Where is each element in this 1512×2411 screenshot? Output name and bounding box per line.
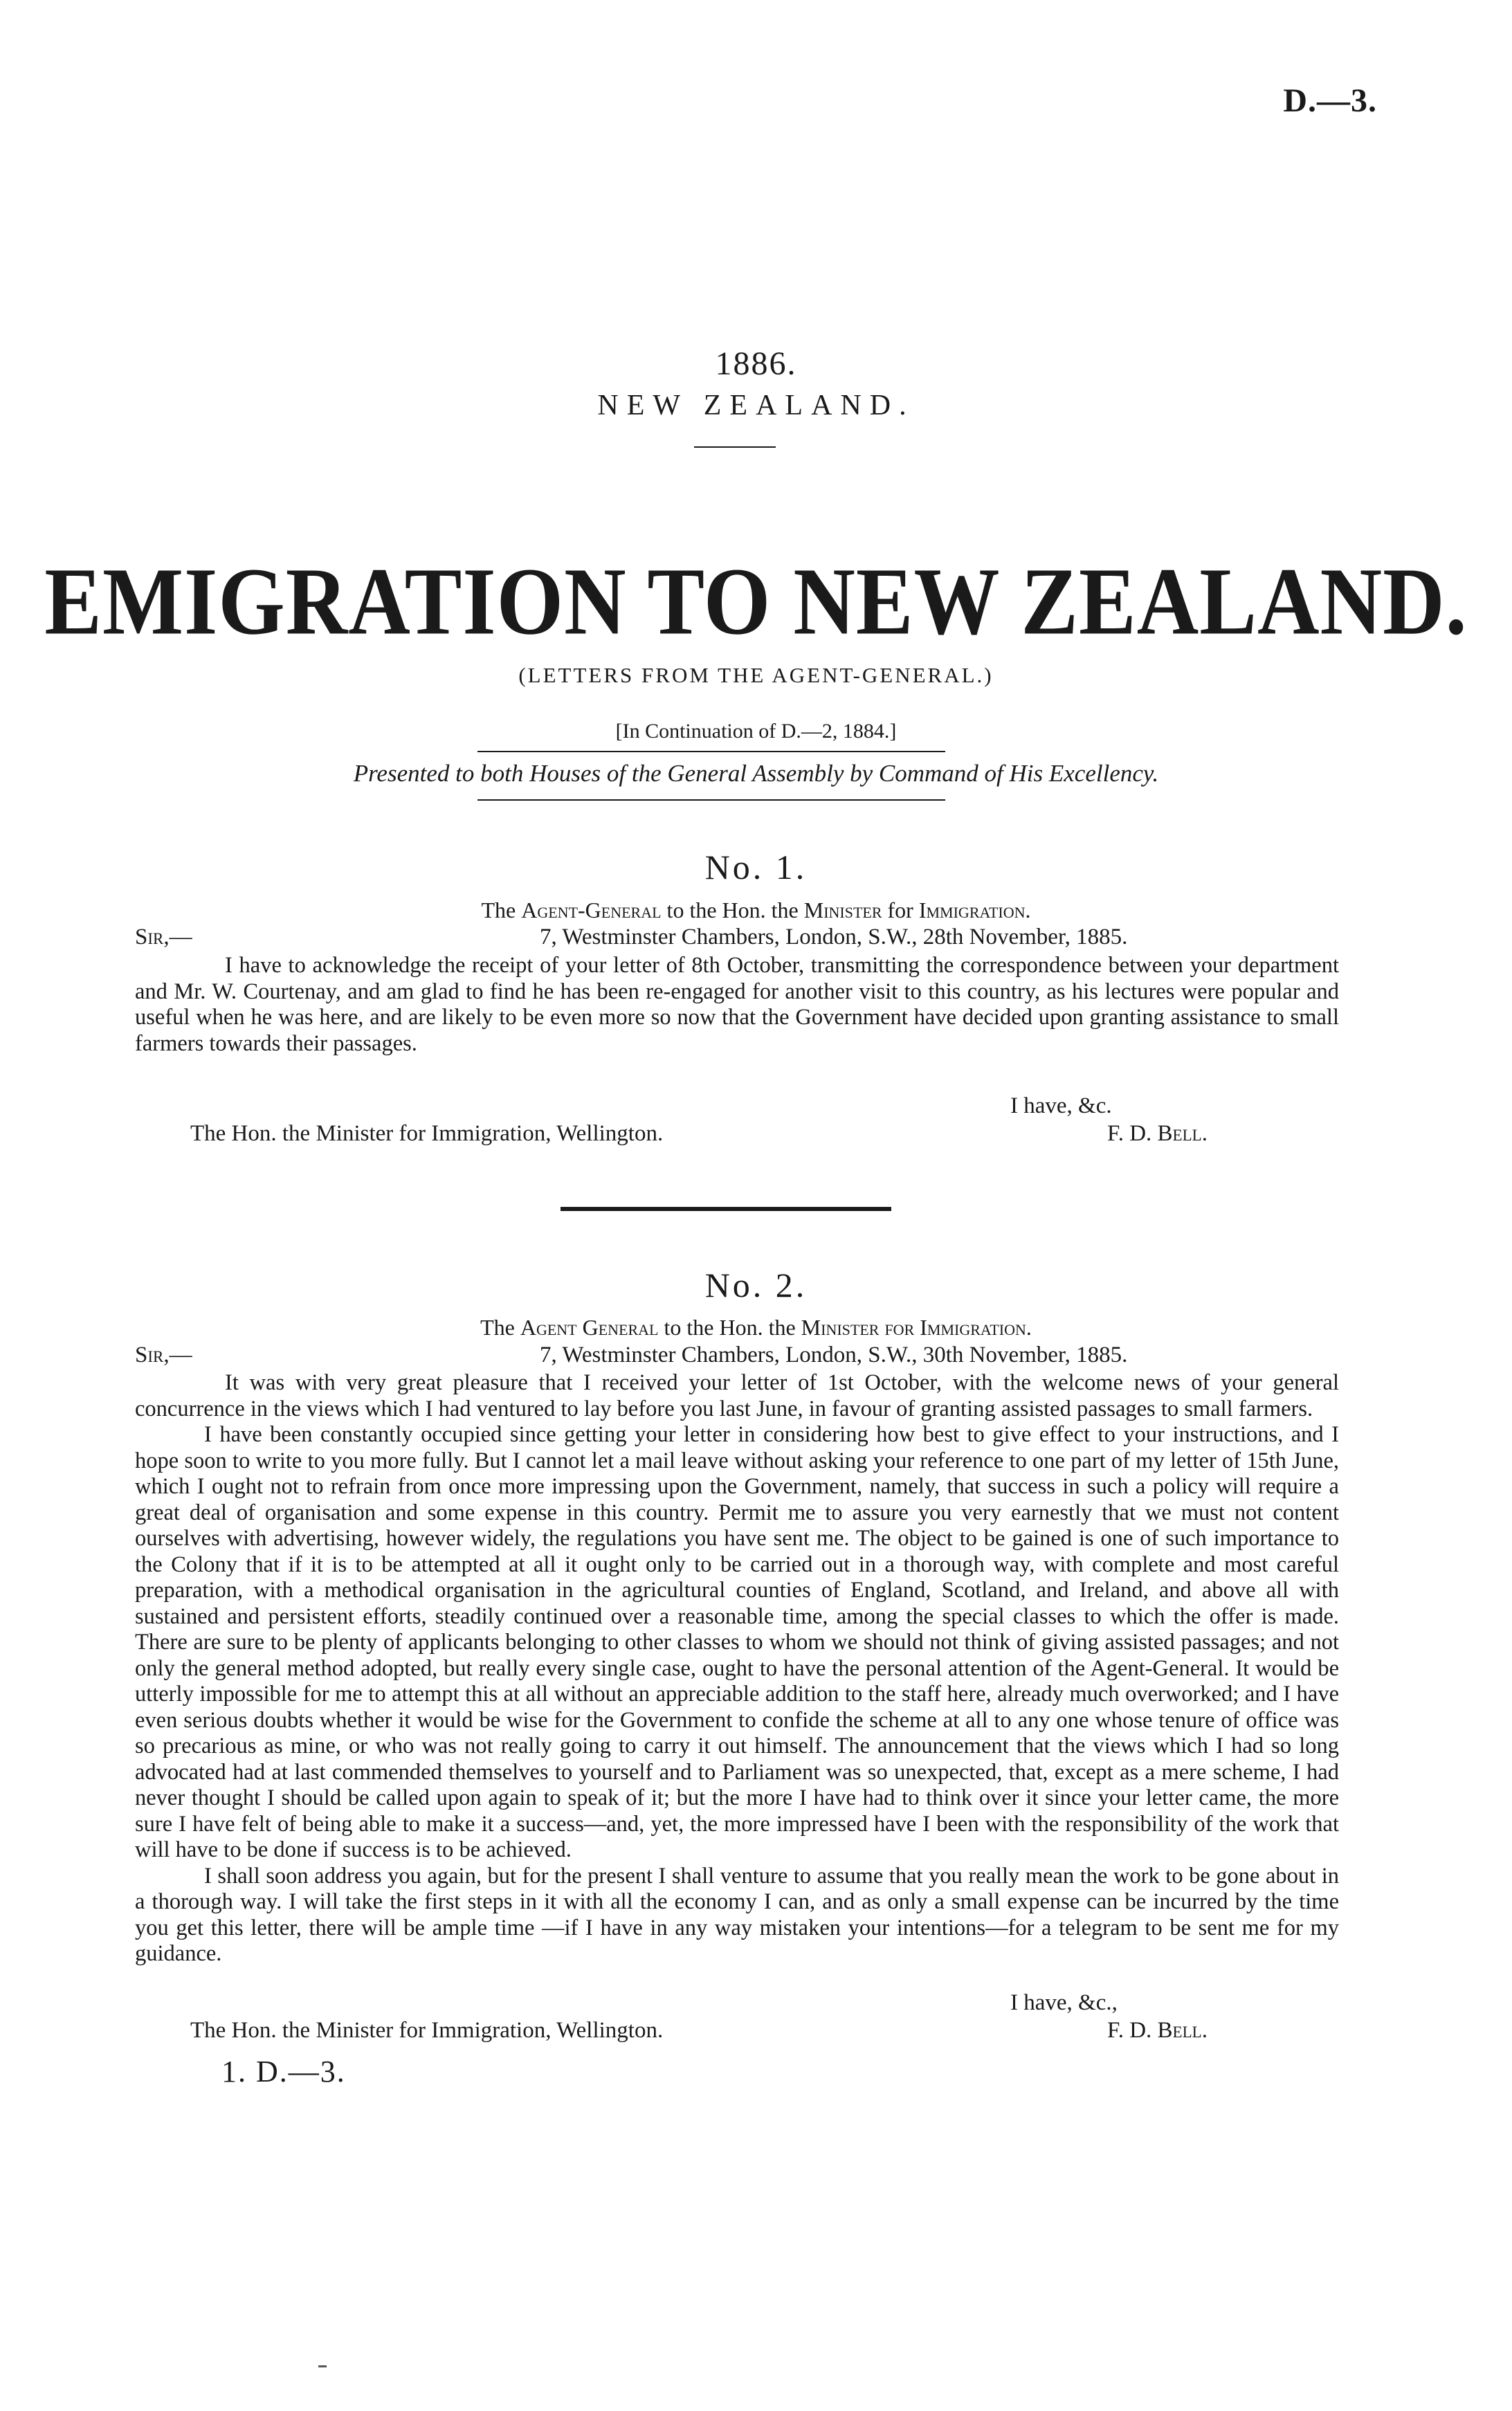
heading-text: Minister for Immigration.: [801, 1315, 1032, 1340]
letter-2-signature: F. D. Bell.: [1107, 2018, 1208, 2043]
document-title: EMIGRATION TO NEW ZEALAND.: [44, 548, 1468, 655]
letter-2-heading: [0, 1315, 1512, 1340]
paragraph: It was with very great pleasure that I received your letter of 1st October, with the welcome news of your general concurrence in the views which I had ventured to lay before you last June, in favour of granting assisted passages to small farmers.: [135, 1370, 1339, 1421]
heading-text: Agent-General: [521, 898, 662, 922]
heading-text: for: [882, 898, 919, 922]
letter-2-closing: I have, &c.,: [1010, 1990, 1118, 2015]
heading-text: to the Hon. the: [661, 898, 804, 922]
presented-bottom-rule: [477, 799, 945, 801]
heading-text: to the Hon. the: [658, 1315, 801, 1340]
letter-2-recipient: The Hon. the Minister for Immigration, Wellington.: [190, 2018, 664, 2043]
letter-2-address: 7, Westminster Chambers, London, S.W., 30th November, 1885.: [540, 1343, 1128, 1367]
country-name: NEW ZEALAND.: [597, 390, 915, 421]
continuation-note: [In Continuation of D.—2, 1884.]: [615, 720, 897, 743]
paragraph: I shall soon address you again, but for the present I shall venture to assume that you really mean the work to be gone about in a thorough way. I will take the first steps in it with all the economy I can, and as only a small expense can be incurred by the time you get this letter, there will be ample time —if I have in any way mistaken your intentions—for a telegram to be sent me for my guidance.: [135, 1863, 1339, 1966]
title-divider: [694, 446, 776, 448]
presented-top-rule: [477, 751, 945, 752]
letter-1-recipient: The Hon. the Minister for Immigration, Wellington.: [190, 1121, 664, 1146]
letter-1-closing: I have, &c.: [1010, 1093, 1112, 1118]
letter-1-heading: [0, 898, 1512, 923]
heading-text: Immigration.: [918, 898, 1031, 922]
letter-1-body: [135, 953, 1339, 1057]
page-reference: D.—3.: [1283, 82, 1377, 119]
letter-1-signature: F. D. Bell.: [1107, 1121, 1208, 1146]
heading-text: The: [480, 1315, 520, 1340]
letter-divider: [561, 1207, 891, 1211]
letter-1-salutation: Sir,—: [135, 925, 192, 949]
document-subtitle: (LETTERS FROM THE AGENT-GENERAL.): [518, 663, 994, 687]
paragraph: I have been constantly occupied since getting your letter in considering how best to give effect to your instructions, and I hope soon to write to you more fully. But I cannot let a mail leave without asking your reference to one part of my letter of 15th June, which I ought not to refrain from once more impressing upon the Government, namely, that success in such a policy will require a great deal of organisation and some expense in this country. Permit me to assure you very earnestly that we must not content ourselves with advertising, however widely, the regulations you have sent me. The object to be gained is one of such importance to the Colony that if it is to be attempted at all it ought only to be carried out in a thorough way, with complete and most careful preparation, with a methodical organisation in the agricultural counties of England, Scotland, and Ireland, and above all with sustained and persistent efforts, steadily continued over a reasonable time, among the special classes to which the offer is made. There are sure to be plenty of applicants belonging to other classes to whom we should not think of giving assisted passages; and not only the general method adopted, but really every single case, ought to have the personal attention of the Agent-General. It would be utterly impossible for me to attempt this at all without an appreciable addition to the staff here, already much overworked; and I have even serious doubts whether it would be wise for the Government to confide the scheme at all to any one whose tenure of office was so precarious as mine, or who was not really going to carry it out himself. The announcement that the views which I had so long advocated had at last commended themselves to yourself and to Parliament was so unexpected, that, except as a mere scheme, I had never thought I should be called upon again to speak of it; but the more I have had to think over it since your letter came, the more sure I have felt of being able to make it a success—and, yet, the more impressed have I been with the responsibility of the work that will have to be done if success is to be achieved.: [135, 1422, 1339, 1862]
presentation-note: Presented to both Houses of the General Assembly by Command of His Excellency.: [353, 760, 1159, 787]
letter-2-number: No. 2.: [704, 1266, 808, 1304]
letter-1-number: No. 1.: [704, 848, 808, 886]
year: 1886.: [715, 345, 797, 382]
letter-2-body: [135, 1370, 1339, 1967]
printer-signature-mark: 1. D.—3.: [221, 2055, 346, 2089]
stray-ink-mark: [318, 2365, 327, 2367]
heading-text: The: [481, 898, 522, 922]
heading-text: Agent General: [520, 1315, 659, 1340]
heading-text: Minister: [803, 898, 882, 922]
letter-1-address: 7, Westminster Chambers, London, S.W., 28th November, 1885.: [540, 925, 1128, 949]
letter-2-salutation: Sir,—: [135, 1343, 192, 1367]
paragraph: I have to acknowledge the receipt of your letter of 8th October, transmitting the correspondence between your department and Mr. W. Courtenay, and am glad to find he has been re-engaged for another visit to this country, as his lectures were popular and useful when he was here, and are likely to be even more so now that the Government have decided upon granting assistance to small farmers towards their passages.: [135, 953, 1339, 1056]
